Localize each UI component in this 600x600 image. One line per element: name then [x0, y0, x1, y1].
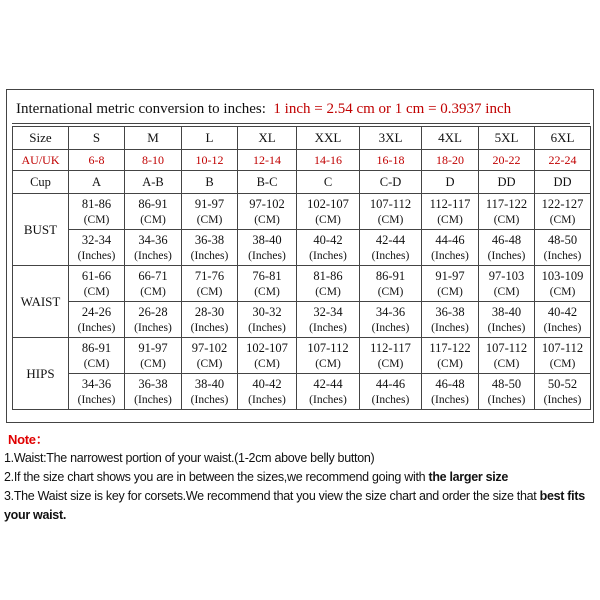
measure-unit: (CM) — [549, 285, 576, 298]
measure-value: 38-40 — [194, 376, 225, 391]
conversion-formula: 1 inch = 2.54 cm or 1 cm = 0.3937 inch — [273, 101, 512, 117]
hips-cm-row — [13, 338, 591, 374]
hips-cm-cell — [238, 338, 297, 374]
waist-inches-cell — [422, 302, 479, 338]
measure-value: 97-102 — [249, 196, 285, 211]
size-row-cell: L — [182, 127, 238, 150]
measure-unit: (CM) — [493, 285, 520, 298]
measure-unit: (Inches) — [543, 393, 582, 406]
measure-value: 48-50 — [491, 376, 522, 391]
waist-cm-cell — [125, 266, 182, 302]
size-row-cell: 4XL — [422, 127, 479, 150]
measure-value: 97-102 — [191, 340, 228, 355]
size-row-cell: 6XL — [535, 127, 591, 150]
note-line-3-bold-cont: your waist. — [4, 508, 66, 522]
cup-row-cell: C — [297, 171, 360, 194]
waist-label: WAIST — [13, 266, 69, 338]
waist-inches-cell — [360, 302, 422, 338]
measure-value: 117-122 — [485, 196, 528, 211]
size-row-cell: XXL — [297, 127, 360, 150]
measure-unit: (Inches) — [248, 249, 286, 262]
measure-unit: (CM) — [549, 357, 576, 370]
measure-value: 91-97 — [138, 340, 168, 355]
conversion-prefix: International metric conversion to inches: — [16, 101, 266, 117]
measure-unit: (Inches) — [309, 393, 347, 406]
hips-cm-cell — [69, 338, 125, 374]
measure-unit: (CM) — [315, 213, 341, 226]
size-row-cell: M — [125, 127, 182, 150]
hips-cm-cell — [479, 338, 535, 374]
measure-value: 34-36 — [81, 376, 112, 391]
note-line-2 — [0, 468, 600, 487]
measure-value: 32-34 — [313, 304, 343, 319]
size-row-cell: 5XL — [479, 127, 535, 150]
size-chart-table — [12, 126, 591, 410]
size-row-cell: S — [69, 127, 125, 150]
bust-inches-cell — [297, 230, 360, 266]
measure-unit: (Inches) — [190, 249, 229, 262]
note-line-1: 1.Waist:The narrowest portion of your waist.(1-2cm above belly button) — [4, 451, 375, 465]
bust-cm-cell — [479, 194, 535, 230]
bust-label: BUST — [13, 194, 69, 266]
measure-value: 66-71 — [138, 268, 168, 283]
measure-unit: (CM) — [377, 357, 404, 370]
cup-row-cell: A-B — [125, 171, 182, 194]
measure-unit: (CM) — [437, 357, 463, 370]
measure-value: 122-127 — [541, 196, 584, 211]
measure-unit: (Inches) — [543, 321, 582, 334]
bust-cm-cell — [535, 194, 591, 230]
measure-value: 117-122 — [429, 340, 471, 355]
waist-cm-cell — [182, 266, 238, 302]
note-line-3 — [0, 487, 600, 506]
measure-value: 40-42 — [547, 304, 578, 319]
measure-value: 107-112 — [541, 340, 584, 355]
measure-unit: (Inches) — [77, 249, 116, 262]
measure-unit: (Inches) — [431, 321, 469, 334]
measure-value: 36-38 — [138, 376, 168, 391]
bust-cm-cell — [125, 194, 182, 230]
measure-value: 86-91 — [138, 196, 168, 211]
hips-inches-cell — [422, 374, 479, 410]
hips-inches-cell — [479, 374, 535, 410]
waist-cm-cell — [297, 266, 360, 302]
measure-value: 91-97 — [194, 196, 225, 211]
size-row-cell: 3XL — [360, 127, 422, 150]
measure-value: 42-44 — [313, 376, 343, 391]
cup-row-cell: DD — [479, 171, 535, 194]
hips-cm-cell — [360, 338, 422, 374]
measure-unit: (CM) — [377, 213, 404, 226]
bust-cm-cell — [182, 194, 238, 230]
measure-value: 107-112 — [307, 340, 349, 355]
measure-unit: (Inches) — [248, 321, 286, 334]
bust-cm-cell — [238, 194, 297, 230]
hips-cm-cell — [182, 338, 238, 374]
size-row-cell: XL — [238, 127, 297, 150]
measure-unit: (CM) — [254, 285, 280, 298]
measure-unit: (Inches) — [190, 321, 229, 334]
measure-value: 86-91 — [375, 268, 406, 283]
bust-inches-cell — [535, 230, 591, 266]
note-line-2-bold: the larger size — [428, 470, 509, 484]
measure-unit: (CM) — [83, 357, 110, 370]
measure-unit: (Inches) — [487, 393, 526, 406]
hips-label: HIPS — [13, 338, 69, 410]
waist-inches-cell — [125, 302, 182, 338]
measure-value: 24-26 — [81, 304, 112, 319]
measure-value: 102-107 — [246, 340, 288, 355]
measure-value: 34-36 — [375, 304, 406, 319]
note-line-3-text: 3.The Waist size is key for corsets.We recommend that you view the size chart and order the size that — [4, 489, 540, 503]
bust-cm-cell — [69, 194, 125, 230]
bust-inches-cell — [69, 230, 125, 266]
measure-value: 38-40 — [491, 304, 522, 319]
measure-value: 102-107 — [307, 196, 349, 211]
waist-inches-cell — [479, 302, 535, 338]
note-line-2-text: 2.If the size chart shows you are in between the sizes,we recommend going with — [4, 470, 429, 484]
measure-unit: (Inches) — [487, 321, 526, 334]
measure-value: 28-30 — [194, 304, 225, 319]
measure-unit: (CM) — [254, 213, 280, 226]
note-line-3-cont — [0, 506, 600, 525]
au-uk-row-cell: 18-20 — [422, 150, 479, 171]
hips-inches-cell — [125, 374, 182, 410]
measure-value: 97-103 — [488, 268, 525, 283]
measure-unit: (Inches) — [371, 249, 410, 262]
measure-unit: (Inches) — [134, 321, 172, 334]
measure-unit: (CM) — [83, 213, 110, 226]
measure-value: 42-44 — [375, 232, 406, 247]
measure-unit: (CM) — [549, 213, 576, 226]
waist-inches-row — [13, 302, 591, 338]
measure-unit: (CM) — [140, 357, 166, 370]
waist-inches-cell — [297, 302, 360, 338]
measure-value: 44-46 — [375, 376, 406, 391]
measure-unit: (CM) — [437, 285, 463, 298]
bust-cm-row — [13, 194, 591, 230]
measure-value: 40-42 — [252, 376, 282, 391]
waist-cm-cell — [238, 266, 297, 302]
measure-unit: (Inches) — [77, 393, 116, 406]
measure-value: 46-48 — [491, 232, 522, 247]
measure-unit: (Inches) — [77, 321, 116, 334]
measure-unit: (CM) — [196, 285, 223, 298]
measure-unit: (CM) — [140, 213, 166, 226]
hips-cm-cell — [535, 338, 591, 374]
measure-value: 71-76 — [194, 268, 225, 283]
measure-value: 26-28 — [138, 304, 168, 319]
waist-inches-cell — [238, 302, 297, 338]
waist-inches-cell — [535, 302, 591, 338]
hips-inches-cell — [297, 374, 360, 410]
au-uk-row-cell: 22-24 — [535, 150, 591, 171]
measure-value: 38-40 — [252, 232, 282, 247]
cup-row-cell: D — [422, 171, 479, 194]
bust-inches-row — [13, 230, 591, 266]
hips-cm-cell — [125, 338, 182, 374]
au-uk-row-cell: 14-16 — [297, 150, 360, 171]
au-uk-row-cell: 6-8 — [69, 150, 125, 171]
measure-value: 103-109 — [541, 268, 584, 283]
cup-row-cell: B — [182, 171, 238, 194]
measure-value: 86-91 — [81, 340, 112, 355]
bust-inches-cell — [182, 230, 238, 266]
waist-cm-cell — [422, 266, 479, 302]
bust-inches-cell — [238, 230, 297, 266]
measure-value: 112-117 — [429, 196, 471, 211]
measure-unit: (Inches) — [309, 321, 347, 334]
cup-row-cell: C-D — [360, 171, 422, 194]
measure-unit: (CM) — [315, 285, 341, 298]
measure-unit: (Inches) — [543, 249, 582, 262]
measure-unit: (Inches) — [371, 393, 410, 406]
waist-inches-cell — [69, 302, 125, 338]
waist-cm-cell — [360, 266, 422, 302]
hips-inches-cell — [535, 374, 591, 410]
bust-inches-cell — [422, 230, 479, 266]
measure-unit: (CM) — [315, 357, 341, 370]
measure-unit: (Inches) — [487, 249, 526, 262]
cup-row-cell: DD — [535, 171, 591, 194]
hips-inches-cell — [69, 374, 125, 410]
measure-unit: (CM) — [196, 357, 223, 370]
waist-inches-cell — [182, 302, 238, 338]
waist-cm-cell — [479, 266, 535, 302]
measure-unit: (Inches) — [371, 321, 410, 334]
measure-value: 91-97 — [435, 268, 465, 283]
measure-unit: (CM) — [254, 357, 280, 370]
measure-value: 44-46 — [435, 232, 465, 247]
measure-value: 32-34 — [81, 232, 112, 247]
measure-value: 46-48 — [435, 376, 465, 391]
measure-unit: (Inches) — [431, 393, 469, 406]
measure-unit: (CM) — [493, 357, 520, 370]
size-row-label: Size — [13, 127, 69, 150]
au-uk-row-cell: 8-10 — [125, 150, 182, 171]
measure-value: 36-38 — [435, 304, 465, 319]
cup-row-cell: A — [69, 171, 125, 194]
hips-inches-row — [13, 374, 591, 410]
measure-unit: (CM) — [196, 213, 223, 226]
measure-unit: (Inches) — [309, 249, 347, 262]
size-row — [13, 127, 591, 150]
measure-unit: (Inches) — [190, 393, 229, 406]
hips-cm-cell — [422, 338, 479, 374]
waist-cm-cell — [535, 266, 591, 302]
hips-inches-cell — [238, 374, 297, 410]
measure-value: 76-81 — [252, 268, 282, 283]
bust-cm-cell — [360, 194, 422, 230]
notes-section — [0, 430, 600, 525]
hips-cm-cell — [297, 338, 360, 374]
au-uk-row-label: AU/UK — [13, 150, 69, 171]
measure-value: 81-86 — [313, 268, 343, 283]
measure-unit: (Inches) — [134, 393, 172, 406]
au-uk-row-cell: 16-18 — [360, 150, 422, 171]
hips-inches-cell — [360, 374, 422, 410]
measure-unit: (Inches) — [431, 249, 469, 262]
note-line-3-bold: best fits — [539, 489, 585, 503]
measure-value: 107-112 — [369, 196, 412, 211]
bust-cm-cell — [422, 194, 479, 230]
au-uk-row-cell: 20-22 — [479, 150, 535, 171]
bust-inches-cell — [360, 230, 422, 266]
measure-value: 50-52 — [547, 376, 578, 391]
measure-unit: (CM) — [377, 285, 404, 298]
bust-inches-cell — [125, 230, 182, 266]
measure-value: 112-117 — [370, 340, 411, 355]
cup-row-cell: B-C — [238, 171, 297, 194]
measure-value: 81-86 — [81, 196, 112, 211]
measure-unit: (CM) — [437, 213, 463, 226]
measure-value: 36-38 — [194, 232, 225, 247]
au-uk-row — [13, 150, 591, 171]
measure-value: 40-42 — [313, 232, 343, 247]
note-title: Note： — [8, 432, 49, 447]
bust-inches-cell — [479, 230, 535, 266]
measure-unit: (CM) — [140, 285, 166, 298]
bust-cm-cell — [297, 194, 360, 230]
measure-unit: (Inches) — [248, 393, 286, 406]
au-uk-row-cell: 10-12 — [182, 150, 238, 171]
measure-value: 34-36 — [138, 232, 168, 247]
measure-unit: (CM) — [83, 285, 110, 298]
measure-value: 107-112 — [485, 340, 528, 355]
measure-unit: (Inches) — [134, 249, 172, 262]
conversion-header — [12, 94, 590, 124]
measure-value: 48-50 — [547, 232, 578, 247]
waist-cm-cell — [69, 266, 125, 302]
measure-value: 61-66 — [81, 268, 112, 283]
measure-value: 30-32 — [252, 304, 282, 319]
cup-row — [13, 171, 591, 194]
hips-inches-cell — [182, 374, 238, 410]
measure-unit: (CM) — [493, 213, 520, 226]
waist-cm-row — [13, 266, 591, 302]
cup-row-label: Cup — [13, 171, 69, 194]
au-uk-row-cell: 12-14 — [238, 150, 297, 171]
